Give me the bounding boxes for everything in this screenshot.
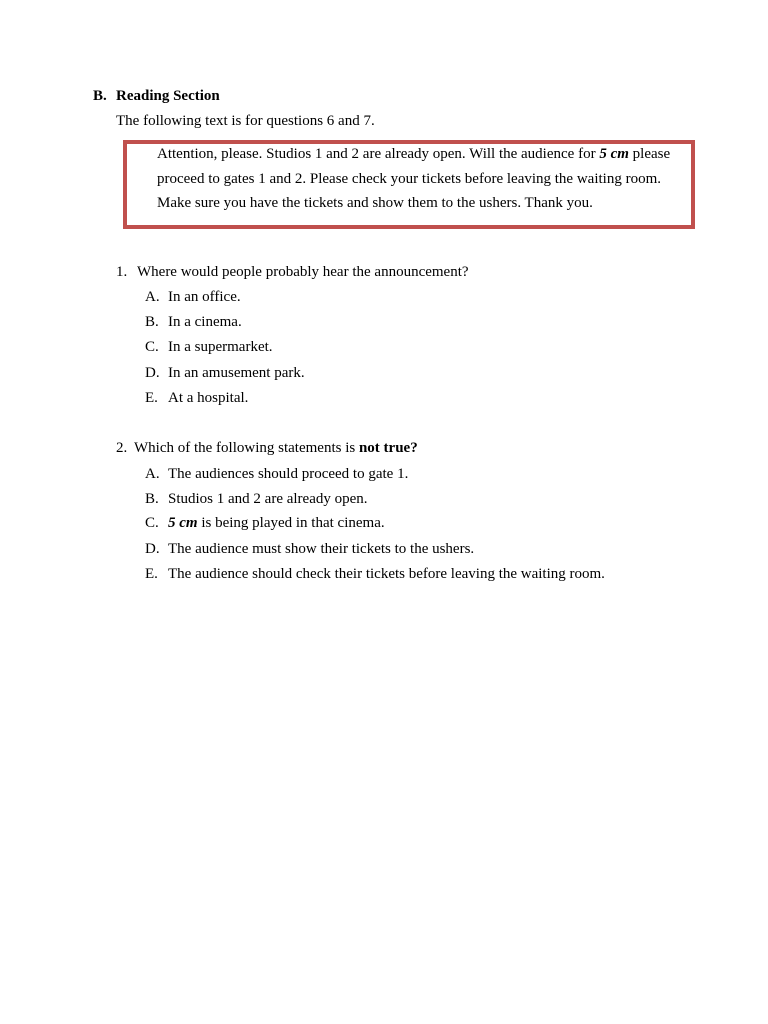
- film-title: 5 cm: [599, 146, 629, 162]
- option-text: is being played in that cinema.: [197, 515, 385, 531]
- question-2-option-b: [145, 492, 368, 507]
- question-2-emphasis: not true?: [358, 440, 418, 456]
- announcement-line-1-start: Attention, please. Studios 1 and 2 are already open. Will the audience for: [157, 146, 600, 162]
- option-text: The audience must show their tickets to the ushers.: [168, 541, 475, 557]
- announcement-line-2: proceed to gates 1 and 2. Please check your tickets before leaving the waiting room.: [157, 171, 661, 187]
- section-title: Reading Section: [116, 88, 220, 104]
- question-1-number: 1.: [116, 264, 128, 280]
- option-text: At a hospital.: [168, 390, 249, 406]
- question-2-option-e: [145, 567, 605, 582]
- question-1-option-e: [145, 391, 248, 406]
- option-text: In an amusement park.: [168, 365, 305, 381]
- question-1-option-b: [145, 315, 242, 330]
- question-1-option-c: [145, 340, 273, 355]
- question-2-option-a: [145, 467, 408, 482]
- option-text: The audience should check their tickets before leaving the waiting room.: [168, 566, 605, 582]
- option-text: In an office.: [168, 289, 241, 305]
- question-2-number: 2.: [116, 440, 128, 456]
- question-1-option-d: [145, 366, 305, 381]
- announcement-line-1-end: please: [628, 146, 671, 162]
- option-letter: A.: [145, 466, 160, 482]
- announcement-line-1: [157, 147, 670, 162]
- film-title: 5 cm: [168, 515, 198, 531]
- section-letter: B.: [93, 88, 107, 104]
- option-text: In a cinema.: [168, 314, 242, 330]
- option-letter: C.: [145, 339, 159, 355]
- question-1-option-a: [145, 290, 241, 305]
- question-2-option-c: [145, 516, 385, 531]
- question-1-text: Where would people probably hear the announcement?: [137, 264, 469, 280]
- question-2-text-start: Which of the following statements is: [134, 440, 359, 456]
- option-letter: A.: [145, 289, 160, 305]
- section-intro: The following text is for questions 6 and 7.: [116, 113, 375, 129]
- option-letter: E.: [145, 390, 158, 406]
- option-letter: B.: [145, 314, 159, 330]
- option-letter: C.: [145, 515, 159, 531]
- option-letter: B.: [145, 491, 159, 507]
- option-text: The audiences should proceed to gate 1.: [168, 466, 409, 482]
- question-2-option-d: [145, 542, 474, 557]
- option-letter: D.: [145, 541, 160, 557]
- announcement-line-3: Make sure you have the tickets and show them to the ushers. Thank you.: [157, 195, 593, 211]
- question-2-text: [134, 441, 418, 456]
- option-letter: E.: [145, 566, 158, 582]
- option-letter: D.: [145, 365, 160, 381]
- option-text: Studios 1 and 2 are already open.: [168, 491, 368, 507]
- option-text: In a supermarket.: [168, 339, 273, 355]
